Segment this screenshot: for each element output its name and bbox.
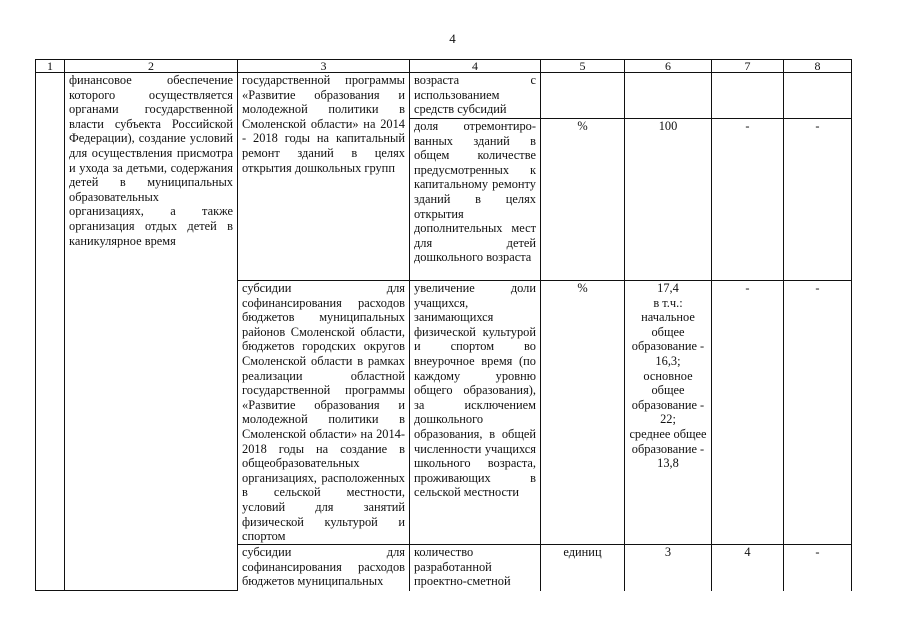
table-row [36,73,852,119]
col2-description: финансовое обеспечение которого осуществляется органами государственной власти субъекта Российской Федерации), создание условий для осуществления присмотра и ухода за детьми, содержания детей в муниципальных образовательных организациях, а также организация отдых детей в каникулярное время [65,73,238,591]
row2-col4-indicator: увеличение доли учащихся, занимающихся физической культурой и спортом во внеурочное время (по каждому уровню общего образования), за исключением дошкольного образования, в общей численности учащихся школьного возраста, проживающих в сельской местности [410,281,541,545]
header-cell: 8 [784,60,852,73]
row1-col4-indicator: доля отремонтиро-ванных зданий в общем количестве предусмотренных к капитальному ремонту зданий в целях открытия дополнительных мест для детей дошкольного возраста [410,119,541,281]
col1-cell [36,73,65,591]
page-number: 4 [449,31,456,46]
row1a-col6 [625,73,712,119]
row1a-col7 [712,73,784,119]
row3-col7-value: 4 [712,545,784,591]
header-cell: 6 [625,60,712,73]
row1-col3: государственной программы «Развитие образования и молодежной политики в Смоленской области» на 2014 - 2018 годы на капитальный ремонт зданий в целях открытия дошкольных групп [238,73,410,281]
row2-col7-value: - [712,281,784,545]
row1-col8-value: - [784,119,852,281]
row1a-col8 [784,73,852,119]
row1-col5-unit: % [541,119,625,281]
row3-col4-indicator: количество разработанной проектно-сметной [410,545,541,591]
row1-col6-value: 100 [625,119,712,281]
row2-col6-value: 17,4 в т.ч.: начальное общее образование - 16,3; основное общее образование - 22; среднее общее образование - 13,8 [625,281,712,545]
row1a-col5 [541,73,625,119]
header-cell: 7 [712,60,784,73]
row3-col5-unit: единиц [541,545,625,591]
header-cell: 4 [410,60,541,73]
row1-col4-continuation: возраста с использованием средств субсидий [410,73,541,119]
header-cell: 2 [65,60,238,73]
row3-col3: субсидии для софинансирования расходов бюджетов муниципальных [238,545,410,591]
row1-col7-value: - [712,119,784,281]
row2-col5-unit: % [541,281,625,545]
row3-col8-value: - [784,545,852,591]
header-cell: 3 [238,60,410,73]
header-cell: 1 [36,60,65,73]
table-header-row [36,60,852,73]
row2-col8-value: - [784,281,852,545]
row2-col3: субсидии для софинансирования расходов бюджетов муниципальных районов Смоленской области, бюджетов городских округов Смоленской области в рамках реализации областной государственной программы «Развитие образования и молодежной политики в Смоленской области» на 2014-2018 годы на создание в общеобразовательных организациях, расположенных в сельской местности, условий для занятий физической культурой и спортом [238,281,410,545]
row3-col6-value: 3 [625,545,712,591]
document-table [35,59,852,591]
header-cell: 5 [541,60,625,73]
